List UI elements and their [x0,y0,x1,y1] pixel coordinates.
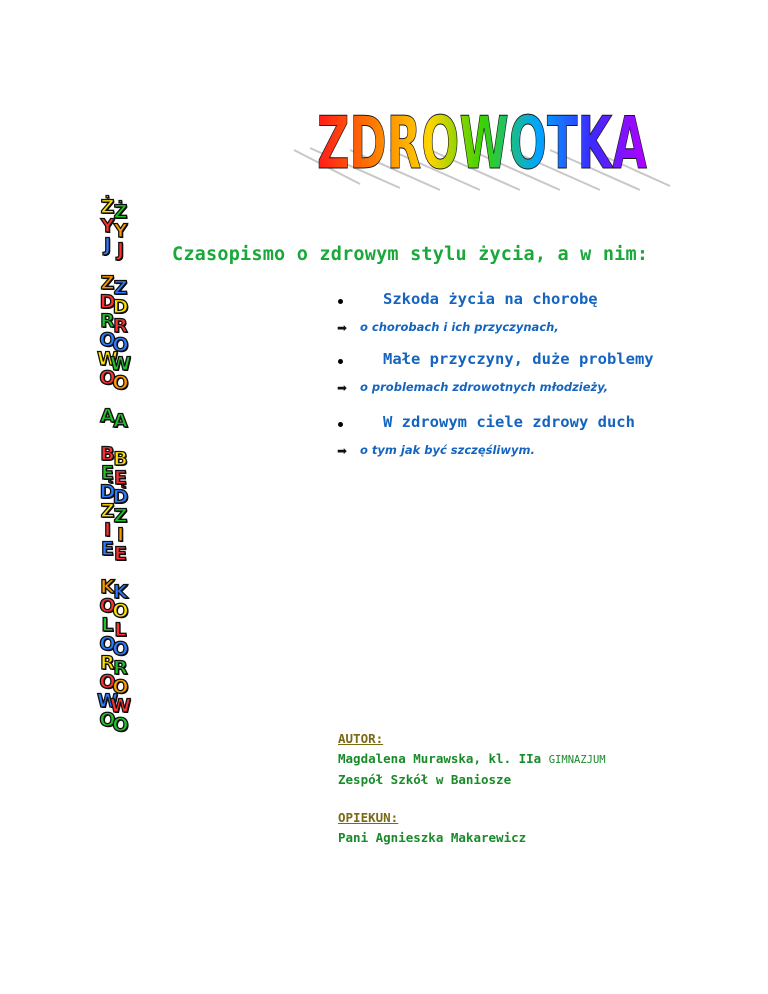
supervisor-block [338,808,526,848]
motto-letter: A [100,405,115,427]
motto-letter: O [99,671,116,693]
motto-letter: J [103,234,112,256]
motto-letter: I [103,519,112,541]
bullet-dot [338,299,343,304]
motto-letter: D [99,291,116,313]
bullet-dot [338,422,343,427]
topic-title: Małe przyczyny, duże problemy [383,350,654,368]
author-block [338,729,606,790]
arrow-icon: ➡ [337,381,348,395]
motto-letter: Y [113,220,128,242]
motto-letter: O [99,709,116,731]
motto-letter: O [99,329,116,351]
motto-letter: R [113,657,128,679]
motto-letter: L [114,619,127,641]
magazine-title [290,78,690,198]
motto-letter: I [116,524,125,546]
author-school: Zespół Szkół w Baniosze [338,772,512,787]
motto-letter: O [112,334,129,356]
motto-letter: O [99,367,116,389]
topic-title: Szkoda życia na chorobę [383,290,598,308]
topic-description: o problemach zdrowotnych młodzieży, [360,380,609,394]
author-name: Magdalena Murawska, kl. IIa [338,751,542,766]
motto-letter: O [112,600,129,622]
motto-letter: A [113,410,128,432]
motto-letter: R [113,315,128,337]
motto-letter: O [112,638,129,660]
motto-letter: D [112,296,129,318]
motto-letter: Y [100,215,115,237]
motto-letter: E [100,538,114,560]
motto-letter: O [112,714,129,736]
author-class-suffix: GIMNAZJUM [548,754,606,766]
supervisor-name: Pani Agnieszka Makarewicz [338,830,527,845]
motto-letter: B [100,443,115,465]
motto-letter: R [100,652,115,674]
topic-title: W zdrowym ciele zdrowy duch [383,413,635,431]
motto-letter: K [113,581,128,603]
motto-letter: O [112,372,129,394]
arrow-icon: ➡ [337,444,348,458]
motto-letter: D [112,486,129,508]
author-name-line [338,749,606,770]
motto-letter: Z [100,272,115,294]
supervisor-label: OPIEKUN: [338,810,399,825]
motto-letter: Ż [113,201,128,223]
motto-letter: W [110,353,131,375]
motto-letter: B [113,448,128,470]
motto-letter: L [101,614,114,636]
motto-letter: Z [113,505,128,527]
motto-letter: W [97,690,118,712]
title-text: ZDROWOTKA [317,101,648,185]
motto-column [110,203,131,735]
motto-letter: Ż [100,196,115,218]
author-label: AUTOR: [338,731,384,746]
subtitle: Czasopismo o zdrowym stylu życia, a w nim: [172,244,649,265]
arrow-icon: ➡ [337,321,348,335]
topic-description: o chorobach i ich przyczynach, [360,320,559,334]
motto-letter: Ę [113,467,127,489]
motto-letter: O [112,676,129,698]
topic-description: o tym jak być szczęśliwym. [360,443,535,457]
motto-letter: D [99,481,116,503]
motto-letter: O [99,595,116,617]
topic-3 [338,413,738,463]
bullet-dot [338,359,343,364]
motto-letter: W [110,695,131,717]
motto-letter: J [116,239,125,261]
topic-1 [338,290,738,340]
topic-2 [338,350,738,400]
motto-letter: E [113,543,127,565]
motto-letter: O [99,633,116,655]
motto-letter: Ę [100,462,114,484]
motto-letter: Z [100,500,115,522]
motto-letter: Z [113,277,128,299]
motto-letter: W [97,348,118,370]
motto-letter: K [100,576,115,598]
motto-letter: R [100,310,115,332]
